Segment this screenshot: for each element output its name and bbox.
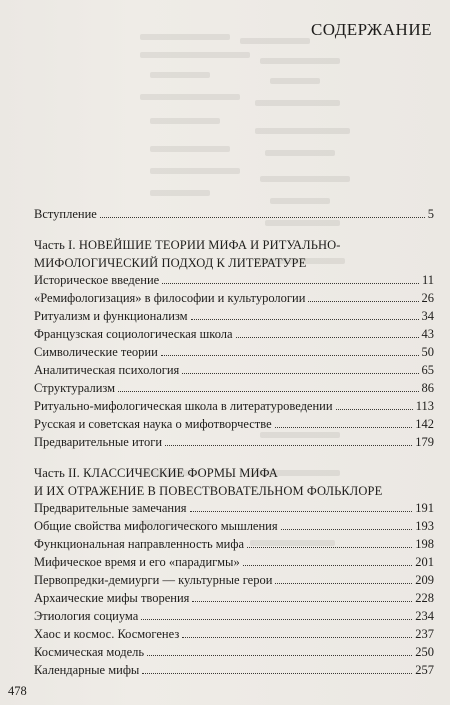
toc-entry[interactable]: [34, 661, 434, 679]
toc-entry-label: Хаос и космос. Космогенез: [34, 627, 180, 641]
toc-entry[interactable]: [34, 571, 434, 589]
toc-entry-label: Ритуально-мифологическая школа в литературоведении: [34, 399, 333, 413]
dot-leader: [281, 529, 413, 530]
dot-leader: [275, 427, 413, 428]
dot-leader: [336, 409, 413, 410]
toc-entry-page: 113: [415, 399, 434, 413]
toc-entry-label: Символические теории: [34, 345, 158, 359]
toc-entry[interactable]: [34, 517, 434, 535]
toc-entry-page: 65: [421, 363, 434, 377]
dot-leader: [192, 601, 412, 602]
toc-entry-label: Историческое введение: [34, 273, 160, 287]
toc-entry[interactable]: [34, 625, 434, 643]
toc-entry-page: 237: [415, 627, 434, 641]
toc-entry[interactable]: [34, 415, 434, 433]
toc-entry-page: 193: [415, 519, 434, 533]
dot-leader: [147, 655, 412, 656]
part-2-heading-line-2: И ИХ ОТРАЖЕНИЕ В ПОВЕСТВОВАТЕЛЬНОМ ФОЛЬКЛОРЕ: [34, 484, 383, 498]
part-1-heading-line-2: МИФОЛОГИЧЕСКИЙ ПОДХОД К ЛИТЕРАТУРЕ: [34, 256, 307, 270]
dot-leader: [182, 637, 412, 638]
toc-entry[interactable]: [34, 643, 434, 661]
toc-entry-page: 50: [421, 345, 434, 359]
toc-entry-page: 34: [421, 309, 434, 323]
part-1-heading-line-1: Часть I. НОВЕЙШИЕ ТЕОРИИ МИФА И РИТУАЛЬНО-: [34, 238, 341, 252]
toc-entry[interactable]: [34, 535, 434, 553]
toc-entry-label: Структурализм: [34, 381, 116, 395]
toc-entry-page: 209: [415, 573, 434, 587]
toc-entry-label: Космическая модель: [34, 645, 145, 659]
dot-leader: [308, 301, 418, 302]
dot-leader: [162, 283, 419, 284]
toc-entry-page: 201: [415, 555, 434, 569]
part-1-heading: [34, 236, 434, 272]
toc-entry-page: 257: [415, 663, 434, 677]
page-number: 478: [8, 684, 27, 698]
toc-entry-page: 142: [415, 417, 434, 431]
dot-leader: [191, 319, 419, 320]
toc-entry[interactable]: [34, 343, 434, 361]
toc-entry-label: Французская социологическая школа: [34, 327, 233, 341]
toc-entry[interactable]: [34, 433, 434, 451]
part-2-heading-line-1: Часть II. КЛАССИЧЕСКИЕ ФОРМЫ МИФА: [34, 466, 278, 480]
toc-entry-label: Общие свойства мифологического мышления: [34, 519, 278, 533]
toc-entry-label: Функциональная направленность мифа: [34, 537, 245, 551]
toc-entry-page: 43: [421, 327, 434, 341]
toc-entry-label: Мифическое время и его «парадигмы»: [34, 555, 240, 569]
toc-entry-page: 228: [415, 591, 434, 605]
dot-leader: [141, 619, 412, 620]
dot-leader: [247, 547, 412, 548]
dot-leader: [243, 565, 413, 566]
toc-entry-label: Русская и советская наука о мифотворчестве: [34, 417, 272, 431]
toc-entry[interactable]: [34, 271, 434, 289]
toc-entry[interactable]: [34, 397, 434, 415]
dot-leader: [161, 355, 419, 356]
dot-leader: [165, 445, 412, 446]
dot-leader: [236, 337, 419, 338]
toc-entry[interactable]: [34, 499, 434, 517]
toc-entry[interactable]: [34, 361, 434, 379]
dot-leader: [190, 511, 413, 512]
part-2-heading: [34, 464, 434, 500]
toc-entry[interactable]: [34, 379, 434, 397]
toc-entry-label: Этиология социума: [34, 609, 139, 623]
toc-entry-label: Вступление: [34, 207, 97, 221]
toc-entry-page: 191: [415, 501, 434, 515]
toc-entry-page: 234: [415, 609, 434, 623]
toc-entry-label: Ритуализм и функционализм: [34, 309, 188, 323]
toc-entry-page: 86: [421, 381, 434, 395]
toc-entry-page: 26: [421, 291, 434, 305]
toc-entry[interactable]: [34, 553, 434, 571]
toc-entry-label: Календарные мифы: [34, 663, 140, 677]
dot-leader: [182, 373, 418, 374]
toc-entry[interactable]: [34, 325, 434, 343]
dot-leader: [275, 583, 412, 584]
toc-entry-page: 250: [415, 645, 434, 659]
toc-entry-label: Предварительные замечания: [34, 501, 187, 515]
toc-entry-page: 179: [415, 435, 434, 449]
toc-entry-page: 198: [415, 537, 434, 551]
toc-entry[interactable]: [34, 289, 434, 307]
dot-leader: [142, 673, 412, 674]
page-title: СОДЕРЖАНИЕ: [310, 20, 432, 39]
toc-entry-label: «Ремифологизация» в философии и культурологии: [34, 291, 306, 305]
dot-leader: [100, 217, 425, 218]
toc-entry[interactable]: [34, 307, 434, 325]
toc-entry-page: 11: [421, 273, 434, 287]
dot-leader: [118, 391, 418, 392]
toc-entry-label: Первопредки-демиурги — культурные герои: [34, 573, 273, 587]
toc-entry-label: Предварительные итоги: [34, 435, 163, 449]
toc-entry[interactable]: [34, 589, 434, 607]
toc-entry-intro[interactable]: [34, 205, 434, 223]
toc-entry[interactable]: [34, 607, 434, 625]
toc-entry-label: Аналитическая психология: [34, 363, 180, 377]
toc-entry-page: 5: [427, 207, 434, 221]
toc-entry-label: Архаические мифы творения: [34, 591, 190, 605]
